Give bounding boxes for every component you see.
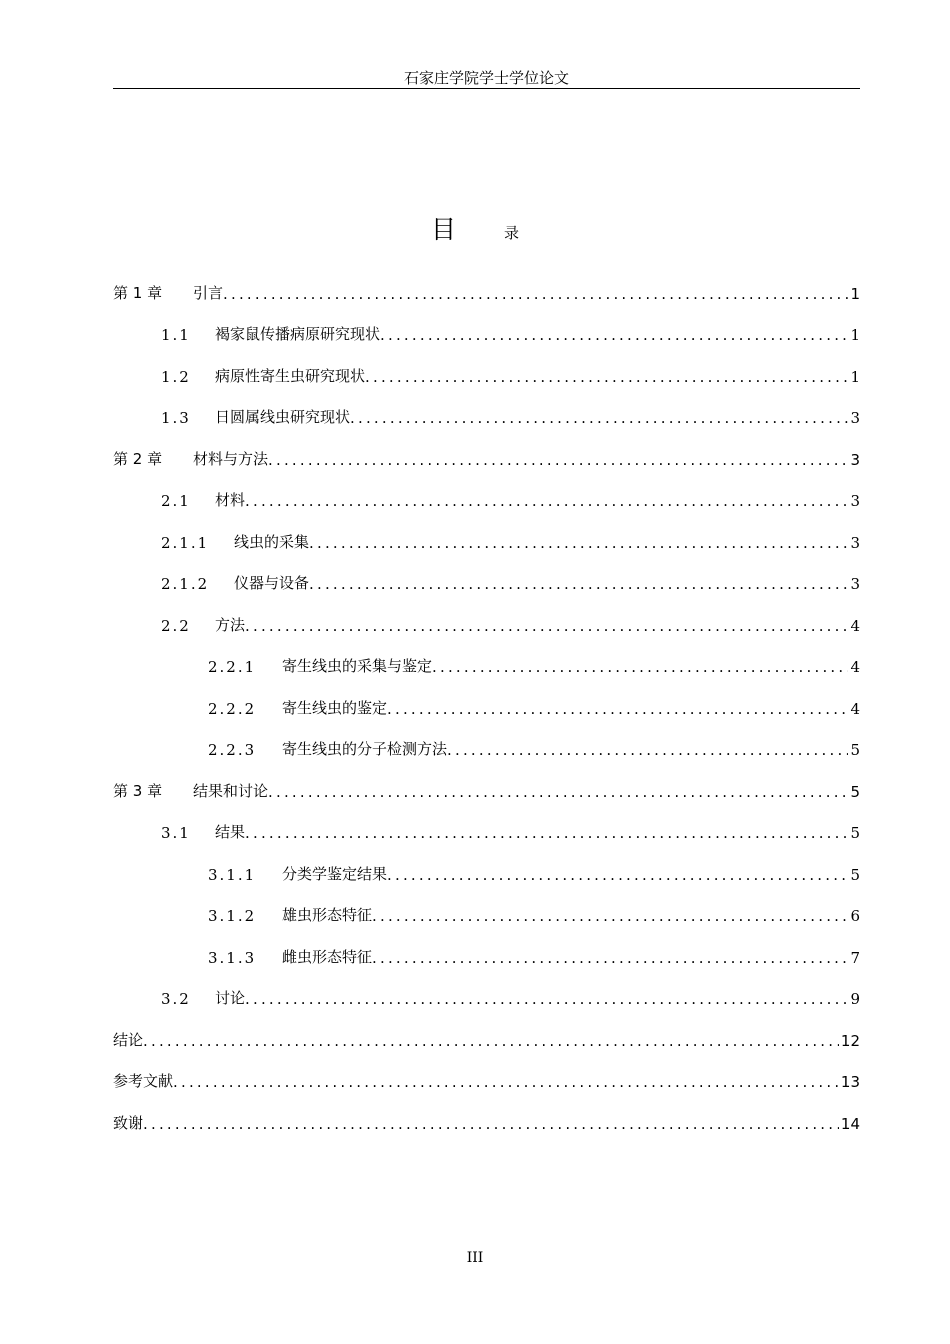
toc-entry-3-1-1[interactable] xyxy=(208,862,860,884)
toc-entry-page: 3 xyxy=(850,451,860,469)
toc-entry-number: 2.2.1 xyxy=(208,658,257,676)
toc-entry-label: 分类学鉴定结果 xyxy=(282,865,388,883)
toc-entry-number: 第 1 章 xyxy=(113,284,163,302)
toc-entry-3-1-3[interactable] xyxy=(208,945,860,967)
toc-entry-label: 方法 xyxy=(215,616,246,634)
toc-title-secondary: 录 xyxy=(504,224,520,242)
toc-entry-label: 线虫的采集 xyxy=(234,533,310,551)
toc-leader-dots xyxy=(387,700,848,718)
toc-entry-number: 2.2.3 xyxy=(208,741,257,759)
toc-leader-dots xyxy=(245,990,848,1008)
running-header: 石家庄学院学士学位论文 xyxy=(403,69,569,87)
toc-leader-dots xyxy=(387,866,848,884)
toc-entry-page: 6 xyxy=(850,907,860,925)
toc-entry-label: 结果 xyxy=(215,823,246,841)
toc-entry-label: 雄虫形态特征 xyxy=(282,906,373,924)
toc-entry-page: 12 xyxy=(840,1032,860,1050)
toc-entry-label: 结论 xyxy=(113,1031,144,1049)
toc-entry-conclusion[interactable] xyxy=(113,1028,860,1050)
toc-entry-page: 14 xyxy=(840,1115,860,1133)
toc-entry-label: 引言 xyxy=(193,284,224,302)
toc-entry-number: 2.1 xyxy=(161,492,191,510)
toc-leader-dots xyxy=(372,907,848,925)
toc-entry-1-2[interactable] xyxy=(161,364,860,386)
toc-leader-dots xyxy=(245,492,848,510)
toc-entry-references[interactable] xyxy=(113,1069,860,1091)
toc-entry-chapter-3[interactable] xyxy=(113,779,860,801)
toc-leader-dots xyxy=(245,824,848,842)
header-rule xyxy=(113,88,860,89)
toc-entry-1-1[interactable] xyxy=(161,322,860,344)
toc-entry-page: 3 xyxy=(850,492,860,510)
toc-entry-chapter-2[interactable] xyxy=(113,447,860,469)
toc-title-main: 目 xyxy=(430,215,456,244)
toc-leader-dots xyxy=(365,368,848,386)
toc-entry-2-1-2[interactable] xyxy=(161,571,860,593)
toc-entry-page: 1 xyxy=(850,368,860,386)
toc-entry-page: 3 xyxy=(850,409,860,427)
toc-entry-number: 1.3 xyxy=(161,409,191,427)
toc-entry-page: 9 xyxy=(850,990,860,1008)
toc-entry-label: 讨论 xyxy=(215,989,246,1007)
toc-leader-dots xyxy=(309,534,848,552)
toc-entry-page: 5 xyxy=(850,824,860,842)
toc-entry-page: 4 xyxy=(850,658,860,676)
toc-leader-dots xyxy=(223,285,848,303)
toc-entry-number: 3.1.1 xyxy=(208,866,257,884)
toc-entry-label: 寄生线虫的分子检测方法 xyxy=(282,740,448,758)
toc-entry-number: 1.1 xyxy=(161,326,191,344)
toc-entry-label: 雌虫形态特征 xyxy=(282,948,373,966)
toc-entry-number: 1.2 xyxy=(161,368,191,386)
toc-leader-dots xyxy=(143,1115,839,1133)
toc-entry-2-1-1[interactable] xyxy=(161,530,860,552)
toc-entry-number: 2.1.2 xyxy=(161,575,210,593)
toc-leader-dots xyxy=(350,409,848,427)
toc-entry-label: 材料 xyxy=(215,491,246,509)
toc-entry-3-1-2[interactable] xyxy=(208,903,860,925)
toc-entry-page: 1 xyxy=(850,285,860,303)
toc-entry-page: 7 xyxy=(850,949,860,967)
toc-leader-dots xyxy=(268,783,848,801)
toc-entry-label: 日圆属线虫研究现状 xyxy=(215,408,351,426)
toc-entry-chapter-1[interactable] xyxy=(113,281,860,303)
toc-entry-1-3[interactable] xyxy=(161,405,860,427)
toc-entry-number: 3.2 xyxy=(161,990,191,1008)
toc-leader-dots xyxy=(447,741,848,759)
toc-entry-2-2[interactable] xyxy=(161,613,860,635)
toc-entry-number: 第 2 章 xyxy=(113,450,163,468)
toc-leader-dots xyxy=(173,1073,839,1091)
toc-entry-number: 2.2 xyxy=(161,617,191,635)
toc-entry-label: 结果和讨论 xyxy=(193,782,269,800)
toc-entry-page: 3 xyxy=(850,575,860,593)
toc-leader-dots xyxy=(372,949,848,967)
toc-entry-2-1[interactable] xyxy=(161,488,860,510)
toc-entry-label: 寄生线虫的采集与鉴定 xyxy=(282,657,433,675)
page-number: III xyxy=(466,1250,484,1266)
toc-leader-dots xyxy=(143,1032,839,1050)
toc-entry-label: 致谢 xyxy=(113,1114,144,1132)
toc-entry-page: 5 xyxy=(850,866,860,884)
toc-title xyxy=(0,210,950,246)
toc-entry-page: 5 xyxy=(850,741,860,759)
toc-entry-label: 参考文献 xyxy=(113,1072,174,1090)
toc-entry-number: 2.2.2 xyxy=(208,700,257,718)
toc-leader-dots xyxy=(309,575,848,593)
toc-entry-number: 3.1 xyxy=(161,824,191,842)
toc-entry-number: 3.1.2 xyxy=(208,907,257,925)
toc-entry-number: 2.1.1 xyxy=(161,534,210,552)
toc-entry-page: 5 xyxy=(850,783,860,801)
toc-entry-label: 寄生线虫的鉴定 xyxy=(282,699,388,717)
toc-leader-dots xyxy=(380,326,848,344)
toc-leader-dots xyxy=(432,658,848,676)
toc-entry-3-1[interactable] xyxy=(161,820,860,842)
toc-entry-page: 1 xyxy=(850,326,860,344)
toc-entry-label: 病原性寄生虫研究现状 xyxy=(215,367,366,385)
toc-entry-label: 材料与方法 xyxy=(193,450,269,468)
toc-entry-number: 3.1.3 xyxy=(208,949,257,967)
toc-entry-label: 仪器与设备 xyxy=(234,574,310,592)
toc-entry-2-2-3[interactable] xyxy=(208,737,860,759)
toc-entry-number: 第 3 章 xyxy=(113,782,163,800)
toc-entry-label: 褐家鼠传播病原研究现状 xyxy=(215,325,381,343)
toc-entry-page: 4 xyxy=(850,700,860,718)
toc-entry-3-2[interactable] xyxy=(161,986,860,1008)
toc-leader-dots xyxy=(245,617,848,635)
toc-entry-page: 4 xyxy=(850,617,860,635)
toc-entry-2-2-2[interactable] xyxy=(208,696,860,718)
toc-entry-page: 3 xyxy=(850,534,860,552)
toc-leader-dots xyxy=(268,451,848,469)
toc-entry-acknowledgements[interactable] xyxy=(113,1111,860,1133)
toc-entry-page: 13 xyxy=(840,1073,860,1091)
toc-entry-2-2-1[interactable] xyxy=(208,654,860,676)
